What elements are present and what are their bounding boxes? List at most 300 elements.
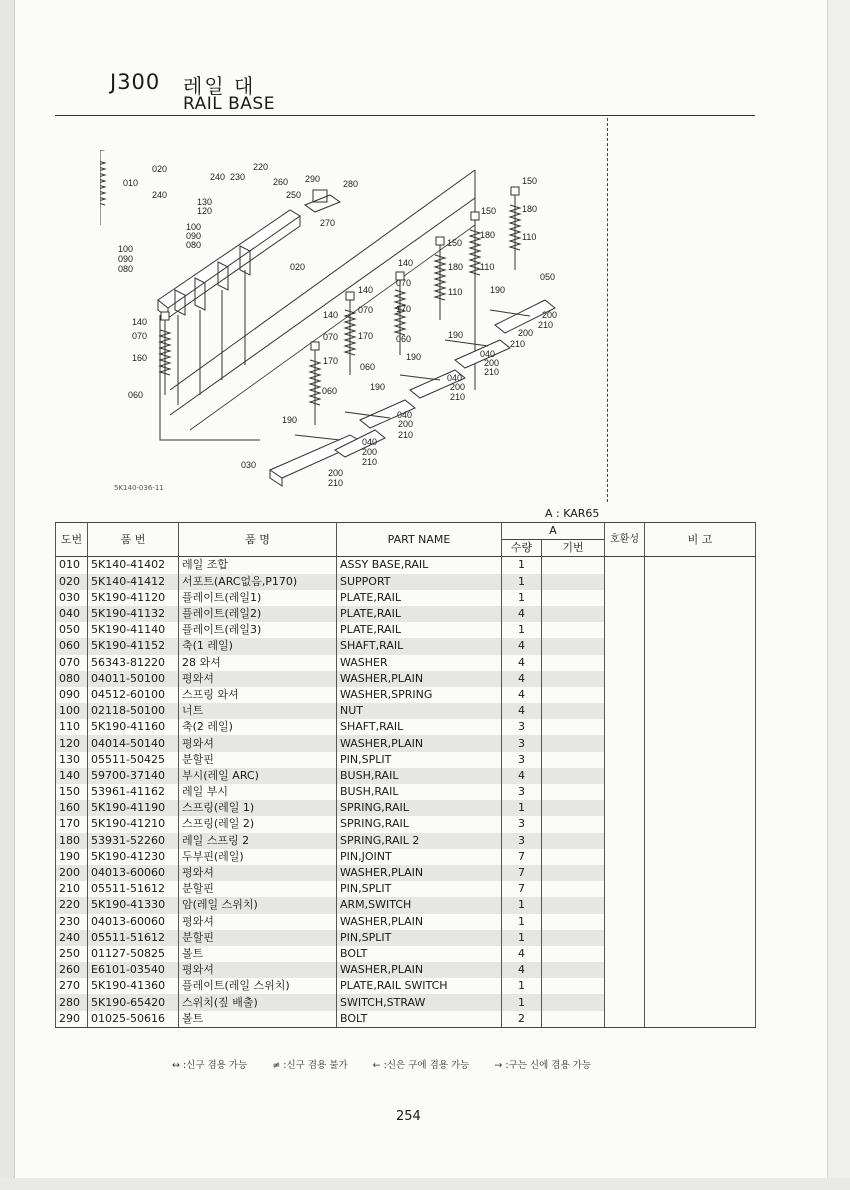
cell-remark	[645, 881, 756, 897]
cell-no: 140	[56, 768, 88, 784]
cell-compat	[605, 638, 645, 654]
model-note: A : KAR65	[545, 507, 600, 520]
cell-basic	[542, 719, 605, 735]
svg-text:010: 010	[123, 178, 139, 188]
page-edge-right	[827, 0, 850, 1190]
cell-part-no: 05511-50425	[88, 752, 179, 768]
cell-compat	[605, 914, 645, 930]
table-row	[56, 671, 756, 687]
cell-remark	[645, 606, 756, 622]
svg-text:240: 240	[152, 190, 168, 200]
svg-text:140: 140	[132, 317, 148, 327]
cell-part-name: PLATE,RAIL	[337, 590, 502, 606]
svg-text:200: 200	[518, 328, 534, 338]
cell-part-no: 5K190-41160	[88, 719, 179, 735]
svg-text:190: 190	[406, 352, 422, 362]
cell-compat	[605, 735, 645, 751]
cell-part-name: WASHER	[337, 655, 502, 671]
cell-part-no: 56343-81220	[88, 655, 179, 671]
cell-compat	[605, 946, 645, 962]
cell-basic	[542, 735, 605, 751]
cell-qty: 4	[502, 962, 542, 978]
svg-text:290: 290	[305, 174, 321, 184]
cell-compat	[605, 865, 645, 881]
cell-no: 100	[56, 703, 88, 719]
cell-name-kr: 서포트(ARC없음,P170)	[179, 574, 337, 590]
cell-part-no: 04014-50140	[88, 735, 179, 751]
cell-remark	[645, 914, 756, 930]
cell-no: 210	[56, 881, 88, 897]
svg-text:080: 080	[186, 240, 202, 250]
cell-no: 150	[56, 784, 88, 800]
cell-qty: 1	[502, 557, 542, 574]
cell-part-name: SUPPORT	[337, 574, 502, 590]
cell-compat	[605, 590, 645, 606]
cell-name-kr: 암(레일 스위치)	[179, 897, 337, 913]
cell-basic	[542, 978, 605, 994]
cell-part-name: PIN,SPLIT	[337, 881, 502, 897]
cell-name-kr: 너트	[179, 703, 337, 719]
cell-name-kr: 볼트	[179, 946, 337, 962]
cell-qty: 1	[502, 930, 542, 946]
cell-basic	[542, 849, 605, 865]
cell-part-no: 5K190-65420	[88, 994, 179, 1010]
cell-name-kr: 평와셔	[179, 671, 337, 687]
cell-no: 040	[56, 606, 88, 622]
cell-name-kr: 스프링(레일 1)	[179, 800, 337, 816]
table-row	[56, 1011, 756, 1028]
table-row	[56, 622, 756, 638]
svg-text:070: 070	[323, 332, 339, 342]
cell-part-name: WASHER,PLAIN	[337, 671, 502, 687]
cell-remark	[645, 590, 756, 606]
cell-qty: 4	[502, 671, 542, 687]
table-row	[56, 816, 756, 832]
cell-qty: 7	[502, 881, 542, 897]
svg-text:180: 180	[480, 230, 496, 240]
cell-part-no: 05511-51612	[88, 930, 179, 946]
svg-text:060: 060	[322, 386, 338, 396]
cell-name-kr: 플레이트(레일1)	[179, 590, 337, 606]
title-korean: 레일 대	[183, 74, 256, 98]
cell-name-kr: 분할핀	[179, 930, 337, 946]
cell-compat	[605, 768, 645, 784]
svg-text:200: 200	[542, 310, 558, 320]
svg-text:210: 210	[362, 457, 378, 467]
cell-compat	[605, 752, 645, 768]
cell-qty: 3	[502, 833, 542, 849]
cell-part-no: 5K140-41412	[88, 574, 179, 590]
cell-compat	[605, 930, 645, 946]
cell-remark	[645, 784, 756, 800]
cell-part-no: 02118-50100	[88, 703, 179, 719]
svg-text:220: 220	[253, 162, 269, 172]
cell-remark	[645, 638, 756, 654]
cell-compat	[605, 849, 645, 865]
header-qty: 수량	[502, 540, 542, 557]
cell-name-kr: 볼트	[179, 1011, 337, 1028]
svg-text:240: 240	[210, 172, 226, 182]
cell-compat	[605, 784, 645, 800]
cell-name-kr: 분할핀	[179, 881, 337, 897]
cell-compat	[605, 962, 645, 978]
table-row	[56, 574, 756, 590]
cell-name-kr: 축(2 레일)	[179, 719, 337, 735]
header-group-a: A	[502, 523, 605, 540]
svg-text:100: 100	[118, 244, 134, 254]
svg-text:140: 140	[323, 310, 339, 320]
svg-text:060: 060	[360, 362, 376, 372]
cell-part-name: SPRING,RAIL	[337, 800, 502, 816]
cell-compat	[605, 622, 645, 638]
svg-text:200: 200	[362, 447, 378, 457]
svg-text:200: 200	[328, 468, 344, 478]
cell-qty: 3	[502, 752, 542, 768]
svg-text:040: 040	[447, 373, 463, 383]
svg-text:020: 020	[290, 262, 306, 272]
cell-qty: 1	[502, 590, 542, 606]
svg-text:090: 090	[186, 231, 202, 241]
cell-remark	[645, 833, 756, 849]
cell-no: 080	[56, 671, 88, 687]
cell-remark	[645, 768, 756, 784]
cell-remark	[645, 800, 756, 816]
cell-compat	[605, 719, 645, 735]
legend-item: → :구는 신에 겸용 가능	[494, 1060, 591, 1071]
cell-name-kr: 평와셔	[179, 962, 337, 978]
cell-part-no: 5K190-41330	[88, 897, 179, 913]
cell-qty: 1	[502, 800, 542, 816]
svg-text:030: 030	[241, 460, 257, 470]
cell-qty: 1	[502, 914, 542, 930]
cell-compat	[605, 606, 645, 622]
exploded-parts-diagram	[100, 150, 600, 495]
cell-part-name: WASHER,SPRING	[337, 687, 502, 703]
cell-remark	[645, 962, 756, 978]
table-row	[56, 994, 756, 1010]
cell-no: 230	[56, 914, 88, 930]
svg-text:230: 230	[230, 172, 246, 182]
table-row	[56, 930, 756, 946]
cell-qty: 3	[502, 816, 542, 832]
table-row	[56, 833, 756, 849]
cell-part-no: 5K190-41230	[88, 849, 179, 865]
svg-text:140: 140	[398, 258, 414, 268]
cell-qty: 3	[502, 719, 542, 735]
cell-no: 190	[56, 849, 88, 865]
table-row	[56, 881, 756, 897]
cell-name-kr: 레일 부시	[179, 784, 337, 800]
title-english: RAIL BASE	[183, 94, 275, 114]
svg-text:210: 210	[328, 478, 344, 488]
cell-part-name: SPRING,RAIL	[337, 816, 502, 832]
cell-part-name: NUT	[337, 703, 502, 719]
svg-text:050: 050	[540, 272, 556, 282]
cell-basic	[542, 574, 605, 590]
cell-basic	[542, 590, 605, 606]
svg-text:150: 150	[447, 238, 463, 248]
cell-name-kr: 플레이트(레일2)	[179, 606, 337, 622]
cell-compat	[605, 816, 645, 832]
table-row	[56, 655, 756, 671]
cell-no: 130	[56, 752, 88, 768]
cell-part-name: PLATE,RAIL	[337, 622, 502, 638]
cell-qty: 7	[502, 865, 542, 881]
cell-compat	[605, 800, 645, 816]
cell-part-no: 5K140-41402	[88, 557, 179, 574]
cell-name-kr: 28 와셔	[179, 655, 337, 671]
cell-basic	[542, 655, 605, 671]
cell-qty: 4	[502, 606, 542, 622]
cell-remark	[645, 574, 756, 590]
cell-part-name: SHAFT,RAIL	[337, 638, 502, 654]
cell-remark	[645, 687, 756, 703]
cell-basic	[542, 687, 605, 703]
cell-basic	[542, 865, 605, 881]
page-edge-left	[0, 0, 15, 1190]
svg-text:090: 090	[118, 254, 134, 264]
cell-remark	[645, 622, 756, 638]
cell-basic	[542, 946, 605, 962]
svg-text:210: 210	[538, 320, 554, 330]
cell-part-name: PIN,JOINT	[337, 849, 502, 865]
cell-part-name: SHAFT,RAIL	[337, 719, 502, 735]
cell-part-no: 5K190-41140	[88, 622, 179, 638]
cell-compat	[605, 703, 645, 719]
cell-name-kr: 축(1 레일)	[179, 638, 337, 654]
svg-text:200: 200	[450, 382, 466, 392]
cell-part-name: PLATE,RAIL SWITCH	[337, 978, 502, 994]
svg-text:190: 190	[282, 415, 298, 425]
table-row	[56, 687, 756, 703]
cell-part-no: 04013-60060	[88, 865, 179, 881]
table-row	[56, 946, 756, 962]
cell-part-name: PIN,SPLIT	[337, 930, 502, 946]
svg-text:040: 040	[480, 349, 496, 359]
cell-name-kr: 평와셔	[179, 914, 337, 930]
cell-remark	[645, 865, 756, 881]
cell-basic	[542, 752, 605, 768]
cell-qty: 4	[502, 687, 542, 703]
cell-remark	[645, 719, 756, 735]
cell-compat	[605, 833, 645, 849]
cell-basic	[542, 800, 605, 816]
table-row	[56, 800, 756, 816]
cell-qty: 1	[502, 994, 542, 1010]
svg-text:180: 180	[448, 262, 464, 272]
legend-item: ≠ :신구 겸용 불가	[272, 1060, 348, 1071]
svg-text:210: 210	[484, 367, 500, 377]
cell-basic	[542, 784, 605, 800]
svg-text:270: 270	[320, 218, 336, 228]
cell-compat	[605, 671, 645, 687]
svg-text:070: 070	[396, 278, 412, 288]
cell-basic	[542, 962, 605, 978]
cell-part-no: 5K190-41132	[88, 606, 179, 622]
cell-remark	[645, 978, 756, 994]
cell-qty: 4	[502, 768, 542, 784]
cell-part-name: ASSY BASE,RAIL	[337, 557, 502, 574]
cell-part-no: 5K190-41120	[88, 590, 179, 606]
svg-text:040: 040	[362, 437, 378, 447]
svg-text:190: 190	[448, 330, 464, 340]
dashed-divider	[607, 118, 608, 502]
cell-remark	[645, 655, 756, 671]
cell-basic	[542, 994, 605, 1010]
svg-text:070: 070	[132, 331, 148, 341]
svg-text:110: 110	[480, 262, 495, 272]
cell-compat	[605, 897, 645, 913]
cell-part-name: WASHER,PLAIN	[337, 914, 502, 930]
legend-item: ↔ :신구 겸용 가능	[172, 1060, 248, 1071]
cell-remark	[645, 1011, 756, 1028]
table-row	[56, 784, 756, 800]
svg-text:120: 120	[197, 206, 213, 216]
cell-remark	[645, 849, 756, 865]
header-no: 도번	[56, 523, 88, 557]
parts-table-body	[56, 557, 756, 1027]
page-edge-bottom	[0, 1178, 850, 1190]
cell-no: 280	[56, 994, 88, 1010]
table-row	[56, 735, 756, 751]
title-rule	[55, 115, 755, 116]
table-row	[56, 590, 756, 606]
cell-part-name: BOLT	[337, 946, 502, 962]
cell-basic	[542, 897, 605, 913]
svg-text:200: 200	[484, 358, 500, 368]
cell-no: 090	[56, 687, 88, 703]
page-number: 254	[396, 1109, 421, 1124]
cell-basic	[542, 557, 605, 574]
compat-legend	[172, 1057, 613, 1071]
cell-name-kr: 분할핀	[179, 752, 337, 768]
cell-remark	[645, 557, 756, 574]
cell-basic	[542, 671, 605, 687]
cell-part-no: 04011-50100	[88, 671, 179, 687]
cell-no: 160	[56, 800, 88, 816]
cell-no: 200	[56, 865, 88, 881]
cell-part-no: 53961-41162	[88, 784, 179, 800]
table-row	[56, 962, 756, 978]
cell-part-name: WASHER,PLAIN	[337, 962, 502, 978]
cell-part-no: 5K190-41360	[88, 978, 179, 994]
cell-no: 290	[56, 1011, 88, 1028]
header-part-no: 품 번	[88, 523, 179, 557]
cell-name-kr: 레일 조합	[179, 557, 337, 574]
cell-compat	[605, 881, 645, 897]
cell-no: 270	[56, 978, 88, 994]
table-row	[56, 978, 756, 994]
cell-compat	[605, 994, 645, 1010]
svg-text:200: 200	[398, 419, 414, 429]
table-row	[56, 897, 756, 913]
cell-qty: 1	[502, 622, 542, 638]
svg-text:170: 170	[396, 304, 412, 314]
table-row	[56, 768, 756, 784]
cell-qty: 4	[502, 655, 542, 671]
cell-no: 220	[56, 897, 88, 913]
cell-no: 050	[56, 622, 88, 638]
cell-compat	[605, 687, 645, 703]
cell-remark	[645, 816, 756, 832]
svg-text:110: 110	[448, 287, 463, 297]
cell-qty: 3	[502, 784, 542, 800]
cell-part-no: 59700-37140	[88, 768, 179, 784]
cell-qty: 4	[502, 638, 542, 654]
svg-text:170: 170	[323, 356, 339, 366]
cell-part-name: BUSH,RAIL	[337, 784, 502, 800]
drawing-code: 5K140-036-11	[114, 484, 164, 492]
cell-basic	[542, 930, 605, 946]
svg-text:150: 150	[481, 206, 497, 216]
cell-compat	[605, 1011, 645, 1028]
cell-part-name: WASHER,PLAIN	[337, 735, 502, 751]
table-row	[56, 703, 756, 719]
cell-no: 010	[56, 557, 88, 574]
svg-text:040: 040	[397, 410, 413, 420]
cell-part-no: 5K190-41210	[88, 816, 179, 832]
cell-name-kr: 스프링(레일 2)	[179, 816, 337, 832]
cell-part-no: 01025-50616	[88, 1011, 179, 1028]
cell-no: 020	[56, 574, 88, 590]
cell-qty: 2	[502, 1011, 542, 1028]
cell-basic	[542, 606, 605, 622]
table-row	[56, 849, 756, 865]
svg-text:250: 250	[286, 190, 302, 200]
section-code: J300	[110, 70, 161, 94]
cell-name-kr: 레일 스프링 2	[179, 833, 337, 849]
cell-no: 120	[56, 735, 88, 751]
cell-compat	[605, 557, 645, 574]
cell-part-no: 04013-60060	[88, 914, 179, 930]
cell-basic	[542, 768, 605, 784]
cell-remark	[645, 703, 756, 719]
table-row	[56, 752, 756, 768]
cell-basic	[542, 638, 605, 654]
cell-qty: 1	[502, 897, 542, 913]
svg-text:210: 210	[510, 339, 526, 349]
cell-remark	[645, 735, 756, 751]
cell-part-no: 5K190-41152	[88, 638, 179, 654]
cell-no: 030	[56, 590, 88, 606]
cell-part-name: ARM,SWITCH	[337, 897, 502, 913]
svg-text:150: 150	[522, 176, 538, 186]
cell-qty: 3	[502, 735, 542, 751]
svg-text:060: 060	[128, 390, 144, 400]
cell-basic	[542, 833, 605, 849]
svg-text:180: 180	[522, 204, 538, 214]
cell-remark	[645, 897, 756, 913]
svg-text:190: 190	[370, 382, 386, 392]
svg-text:260: 260	[273, 177, 289, 187]
svg-text:020: 020	[152, 164, 168, 174]
cell-part-name: BOLT	[337, 1011, 502, 1028]
cell-part-name: PIN,SPLIT	[337, 752, 502, 768]
cell-remark	[645, 994, 756, 1010]
cell-basic	[542, 1011, 605, 1028]
cell-qty: 4	[502, 946, 542, 962]
cell-no: 170	[56, 816, 88, 832]
cell-compat	[605, 655, 645, 671]
header-part-name: PART NAME	[337, 523, 502, 557]
cell-part-name: SWITCH,STRAW	[337, 994, 502, 1010]
cell-compat	[605, 978, 645, 994]
cell-remark	[645, 930, 756, 946]
cell-part-no: 04512-60100	[88, 687, 179, 703]
cell-part-no: 01127-50825	[88, 946, 179, 962]
svg-text:280: 280	[343, 179, 359, 189]
cell-no: 060	[56, 638, 88, 654]
